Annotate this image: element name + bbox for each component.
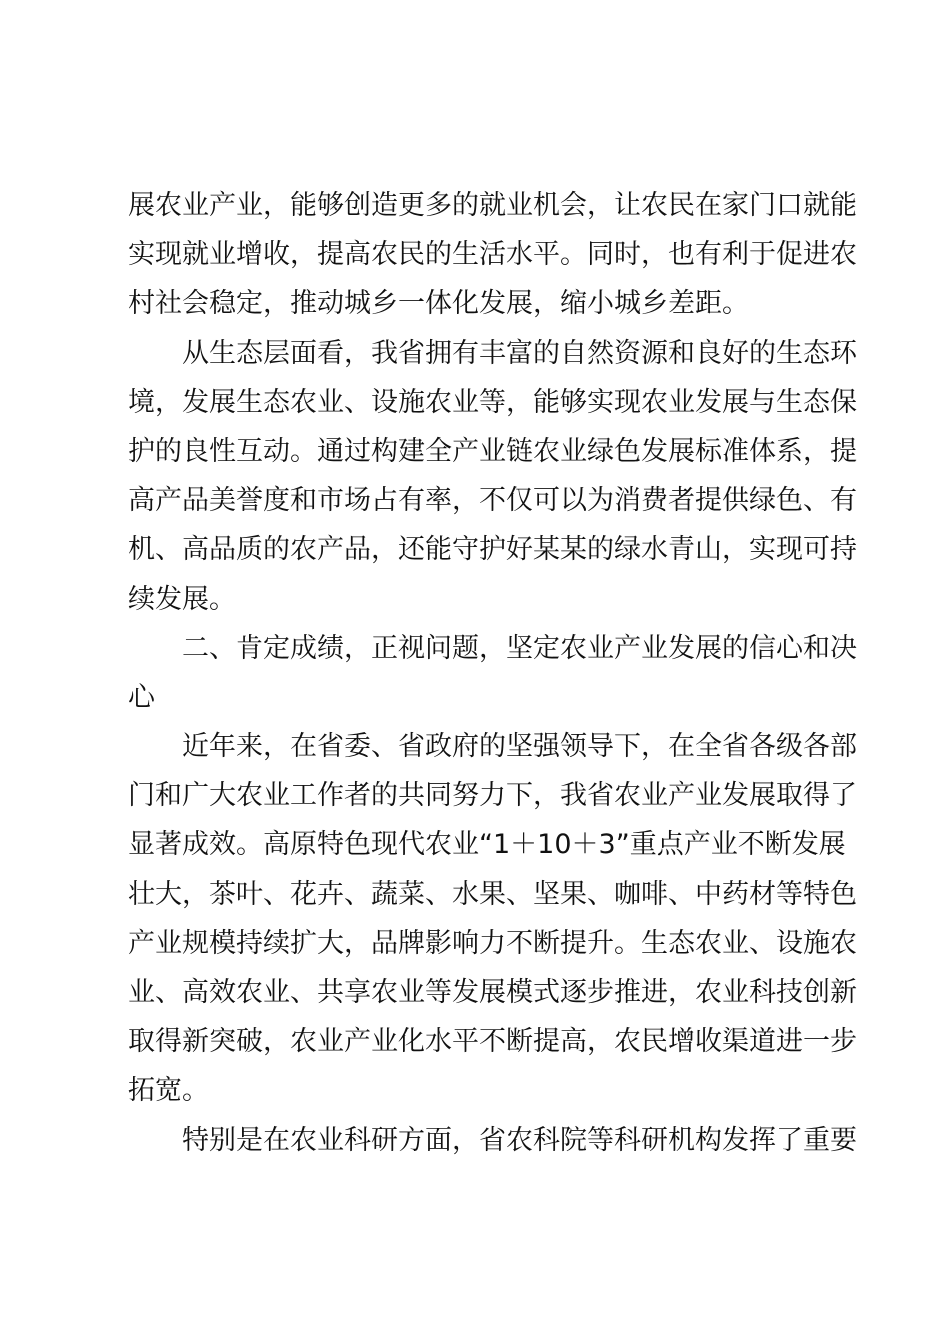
text-line: 从生态层面看，我省拥有丰富的自然资源和良好的生态环 bbox=[182, 337, 857, 369]
text-line: 高产品美誉度和市场占有率，不仅可以为消费者提供绿色、有 bbox=[128, 485, 857, 517]
text-line: 护的良性互动。通过构建全产业链农业绿色发展标准体系，提 bbox=[128, 435, 857, 467]
text-line: 机、高品质的农产品，还能守护好某某的绿水青山，实现可持 bbox=[128, 534, 857, 566]
text-line: 壮大，茶叶、花卉、蔬菜、水果、坚果、咖啡、中药材等特色 bbox=[128, 878, 857, 910]
text-line: 显著成效。高原特色现代农业“1＋10＋3”重点产业不断发展 bbox=[128, 829, 846, 861]
paragraph bbox=[128, 181, 857, 329]
text-line: 境，发展生态农业、设施农业等，能够实现农业发展与生态保 bbox=[128, 386, 857, 418]
paragraph bbox=[128, 722, 857, 1116]
text-line: 门和广大农业工作者的共同努力下，我省农业产业发展取得了 bbox=[128, 780, 857, 812]
text-line: 实现就业增收，提高农民的生活水平。同时，也有利于促进农 bbox=[128, 239, 857, 271]
text-line: 产业规模持续扩大，品牌影响力不断提升。生态农业、设施农 bbox=[128, 927, 857, 959]
paragraph bbox=[128, 1116, 857, 1165]
paragraph bbox=[128, 329, 857, 624]
text-line: 续发展。 bbox=[128, 583, 236, 615]
text-line: 村社会稳定，推动城乡一体化发展，缩小城乡差距。 bbox=[128, 288, 749, 320]
text-line: 业、高效农业、共享农业等发展模式逐步推进，农业科技创新 bbox=[128, 977, 857, 1008]
text-line: 心 bbox=[128, 681, 155, 713]
text-line: 展农业产业，能够创造更多的就业机会，让农民在家门口就能 bbox=[128, 190, 857, 221]
document-body bbox=[128, 181, 857, 1165]
text-line: 取得新突破，农业产业化水平不断提高，农民增收渠道进一步 bbox=[128, 1026, 857, 1058]
section-heading bbox=[128, 624, 857, 722]
text-line: 近年来，在省委、省政府的坚强领导下，在全省各级各部 bbox=[182, 731, 857, 763]
text-line: 特别是在农业科研方面，省农科院等科研机构发挥了重要 bbox=[182, 1124, 857, 1156]
text-line: 拓宽。 bbox=[128, 1075, 209, 1107]
text-line: 二、肯定成绩，正视问题，坚定农业产业发展的信心和决 bbox=[182, 632, 857, 664]
